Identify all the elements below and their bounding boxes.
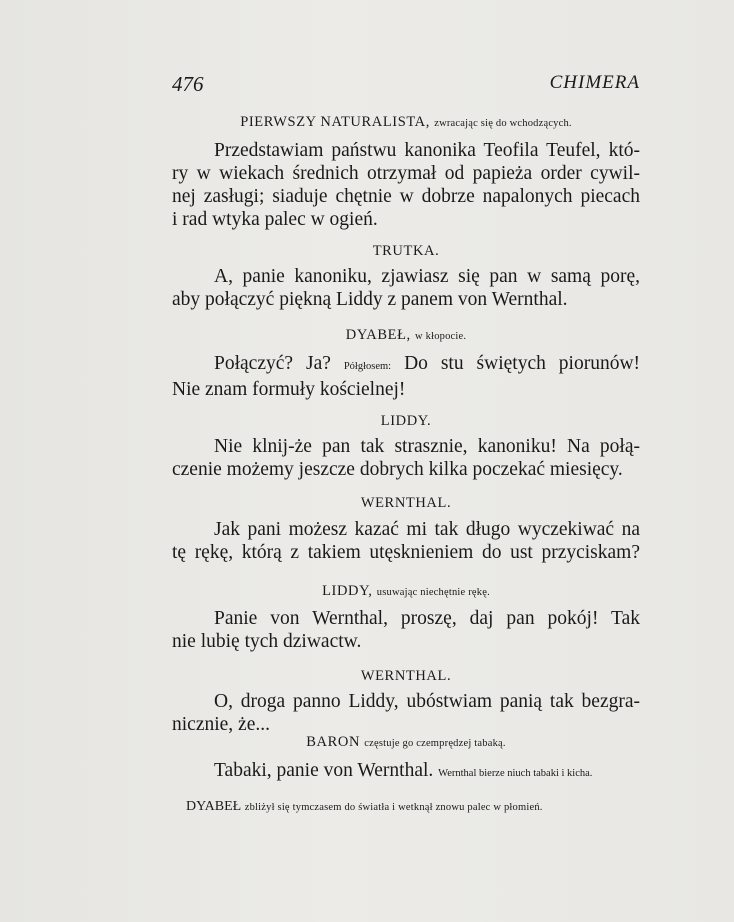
speaker-name: WERNTHAL.: [360, 668, 452, 684]
page-number: 476: [172, 72, 204, 96]
stage-direction: częstuje go czemprędzej tabaką.: [364, 738, 506, 749]
text-line: [172, 759, 640, 785]
speaker-heading: [172, 583, 640, 600]
text-line: O, droga panno Liddy, ubóstwiam panią tak bezgra-: [214, 691, 640, 712]
text-line: aby połączyć piękną Liddy z panem von Wernthal.: [172, 289, 568, 310]
text-line: nej zasługi; siaduje chętnie w dobrze napalonych piecach: [172, 186, 640, 207]
speaker-name: LIDDY.: [380, 413, 432, 429]
dialogue-paragraph: [172, 518, 640, 564]
dialogue-paragraph: [172, 265, 640, 311]
speaker-name: DYABEŁ,: [345, 327, 411, 343]
dialogue-text: Tabaki, panie von Wernthal.: [214, 760, 434, 781]
dialogue-paragraph: [172, 139, 640, 231]
speaker-heading: [172, 668, 640, 685]
dialogue-paragraph: [172, 690, 640, 736]
text-line: ry w wiekach średnich otrzymał od papieża order cywil-: [172, 163, 640, 184]
speaker-name: WERNTHAL.: [360, 495, 452, 511]
speaker-heading: [172, 327, 640, 344]
running-title: CHIMERA: [549, 72, 640, 93]
text-line: A, panie kanoniku, zjawiasz się pan w samą porę,: [214, 266, 640, 287]
text-line: Panie von Wernthal, proszę, daj pan pokój! Tak: [214, 608, 640, 629]
text-line: Przedstawiam państwu kanonika Teofila Teufel, któ-: [214, 140, 640, 161]
speaker-name: PIERWSZY NATURALISTA,: [240, 114, 430, 130]
speaker-name: DYABEŁ: [186, 799, 242, 814]
dialogue-text: Do stu świętych piorunów!: [404, 353, 641, 374]
dialogue-paragraph: [172, 759, 640, 785]
text-line: tę rękę, którą z takiem utęsknieniem do ust przyciskam?: [172, 542, 640, 563]
stage-direction: Wernthal bierze niuch tabaki i kicha.: [438, 768, 593, 779]
stage-direction: Półgłosem:: [343, 361, 392, 372]
stage-direction: usuwając niechętnie rękę.: [376, 587, 490, 598]
dialogue-text: Połączyć? Ja?: [214, 353, 331, 374]
dialogue-paragraph: [172, 352, 640, 401]
speaker-heading: [172, 114, 640, 131]
speaker-heading: [186, 799, 636, 815]
page-header: [172, 72, 640, 98]
speaker-heading: [172, 495, 640, 512]
speaker-name: LIDDY,: [322, 583, 373, 599]
text-line: Nie znam formuły kościelnej!: [172, 379, 406, 400]
speaker-heading: [172, 734, 640, 751]
speaker-heading: [172, 243, 640, 260]
text-line: i rad wtyka palec w ogień.: [172, 209, 378, 230]
text-line: czenie możemy jeszcze dobrych kilka poczekać miesięcy.: [172, 459, 623, 480]
speaker-name: BARON: [306, 734, 361, 750]
text-line: nicznie, że...: [172, 714, 270, 735]
speaker-heading: [172, 413, 640, 430]
stage-direction: zwracając się do wchodzących.: [434, 118, 572, 129]
text-line: Jak pani możesz kazać mi tak długo wyczekiwać na: [214, 519, 640, 540]
text-line: Nie klnij-że pan tak strasznie, kanoniku! Na połą-: [214, 436, 640, 457]
text-line: [172, 352, 640, 378]
speaker-name: TRUTKA.: [372, 243, 440, 259]
dialogue-paragraph: [172, 607, 640, 653]
text-line: nie lubię tych dziwactw.: [172, 631, 362, 652]
dialogue-paragraph: [172, 435, 640, 481]
stage-direction: w kłopocie.: [415, 331, 467, 342]
stage-direction: zbliżył się tymczasem do światła i wetknął znowu palec w płomień.: [244, 802, 543, 813]
